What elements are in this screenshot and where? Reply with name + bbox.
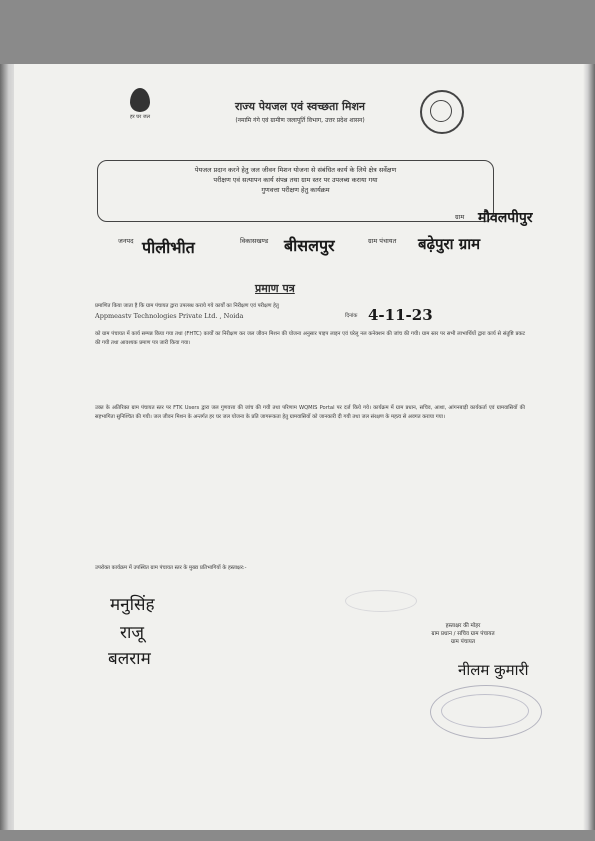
- signature-1: मनुसिंह: [110, 595, 155, 615]
- program-line-3: गुणवत्ता परीक्षण हेतु कार्यक्रम: [261, 186, 330, 194]
- jal-jeevan-logo: [118, 88, 162, 120]
- signature-2: राजू: [120, 623, 144, 643]
- paragraph-intro: प्रमाणित किया जाता है कि ग्राम पंचायत द्वारा उपलब्ध कराये गये कार्यों का निरीक्षण एवं परीक्षण हेतु: [95, 303, 279, 309]
- footer-line-2: ग्राम प्रधान / सचिव ग्राम पंचायत: [431, 631, 495, 637]
- district-value: पीलीभीत: [142, 238, 195, 257]
- water-drop-icon: [130, 88, 150, 112]
- date-label: दिनांक: [345, 313, 358, 319]
- block-label: विकासखण्ड: [240, 237, 269, 245]
- mission-title: राज्य पेयजल एवं स्वच्छता मिशन: [234, 100, 366, 113]
- paragraph-1-rest: को ग्राम पंचायत में कार्य सम्पन्न किया गया तथा (FHTC) कार्यों का निरीक्षण कर जल जीवन मिशन की योजना अनुसार पाइप लाइन एवं घरेलू नल कनेक्शन की जांच की गयी। ग्राम स्तर पर सभी लाभार्थियों द्वारा कार्य से संतुष्टि प्रकट की गयी तथा आवश्यक प्रमाण पत्र जारी किया गया।: [95, 331, 525, 347]
- footer-designation: [418, 622, 508, 646]
- mission-subtitle: (नमामि गंगे एवं ग्रामीण जलापूर्ति विभाग, उत्तर प्रदेश शासन): [235, 117, 365, 124]
- district-label: जनपद: [118, 237, 134, 245]
- block-value: बीसलपुर: [284, 236, 335, 255]
- scan-edge-right: [583, 64, 595, 830]
- up-government-emblem: [420, 90, 464, 134]
- signature-3: बलराम: [108, 649, 151, 669]
- gp-value: बढ़ेपुरा ग्राम: [418, 235, 481, 253]
- program-line-2: परीक्षण एवं सत्यापन कार्य संपन्न तथा ग्राम स्तर पर उपलब्ध कराया गया: [213, 176, 378, 184]
- official-seal: [430, 685, 542, 739]
- company-name: Appmeastv Technologies Private Ltd. , Noida: [95, 312, 244, 320]
- paragraph-2: उक्त के अतिरिक्त ग्राम पंचायत स्तर पर FTK Users द्वारा जल गुणवत्ता की जांच की गयी तथा परिणाम WQMIS Portal पर दर्ज किये गये। कार्यक्रम में ग्राम प्रधान, सचिव, आशा, आंगनबाड़ी कार्यकर्ता एवं ग्रामवासियों की सहभागिता सुनिश्चित की गयी। जल जीवन मिशन के अन्तर्गत हर घर जल योजना के प्रति जागरूकता हेतु ग्रामवासियों को जानकारी दी गयी तथा जल संरक्षण के महत्व से अवगत कराया गया।: [95, 405, 525, 421]
- village-value: मौवलपीपुर: [478, 210, 533, 226]
- official-signature: नीलम कुमारी: [458, 661, 529, 679]
- village-label: ग्राम: [455, 213, 465, 221]
- program-line-1: पेयजल प्रदान करने हेतु जल जीवन मिशन योजना से संबंधित कार्य के लिये क्षेत्र सर्वेक्षण: [194, 166, 397, 174]
- footer-line-1: हस्ताक्षर की मोहर: [445, 623, 481, 629]
- certificate-heading: प्रमाण पत्र: [255, 282, 295, 295]
- gp-label: ग्राम पंचायत: [368, 237, 397, 245]
- faded-stamp: [345, 590, 417, 612]
- date-value: 4-11-23: [368, 306, 433, 324]
- paragraph-3: उपरोक्त कार्यक्रम में उपस्थित ग्राम पंचायत स्तर के मुख्य प्रतिभागियों के हस्ताक्षर:-: [95, 565, 247, 571]
- logo-caption: हर घर जल: [130, 114, 150, 120]
- program-box: [97, 160, 494, 222]
- footer-line-3: ग्राम पंचायत: [451, 639, 475, 645]
